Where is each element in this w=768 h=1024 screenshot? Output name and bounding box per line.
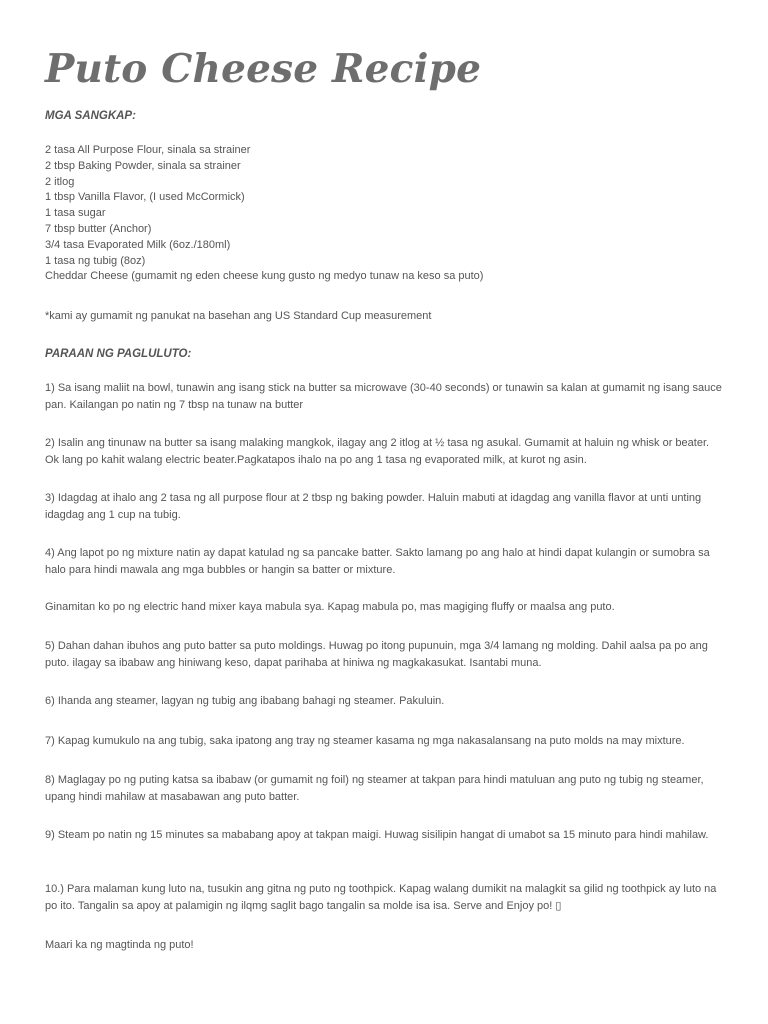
ingredient-item: 1 tbsp Vanilla Flavor, (I used McCormick) bbox=[45, 191, 245, 204]
ingredient-item: 2 tbsp Baking Powder, sinala sa strainer bbox=[45, 159, 241, 172]
step-1: 1) Sa isang maliit na bowl, tunawin ang isang stick na butter sa microwave (30-40 seconds) or tunawin sa kalan at gumamit ng isang sauce pan. Kailangan po natin ng 7 tbsp na tunaw na butter bbox=[45, 382, 722, 411]
ingredient-item: 7 tbsp butter (Anchor) bbox=[45, 222, 152, 235]
ingredient-item: 3/4 tasa Evaporated Milk (6oz./180ml) bbox=[45, 238, 231, 251]
step-7: 7) Kapag kumukulo na ang tubig, saka ipatong ang tray ng steamer kasama ng mga nakasalansang na puto molds na may mixture. bbox=[45, 735, 685, 747]
step-10: 10.) Para malaman kung luto na, tusukin ang gitna ng puto ng toothpick. Kapag walang dumikit na malagkit sa gilid ng toothpick ay luto na po ito. Tangalin sa apoy at palamigin ng ilqmg saglit bago tangalin sa molde isa isa. Serve and Enjoy po! ▯ bbox=[45, 883, 717, 912]
ingredients-list bbox=[45, 143, 483, 285]
ingredient-item: 2 tasa All Purpose Flour, sinala sa strainer bbox=[45, 144, 251, 156]
step-9: 9) Steam po natin ng 15 minutes sa mababang apoy at takpan maigi. Huwag sisilipin hangat di umabot sa 15 minuto para hindi mahilaw. bbox=[45, 829, 709, 841]
step-2: 2) Isalin ang tinunaw na butter sa isang malaking mangkok, ilagay ang 2 itlog at ½ tasa ng asukal. Gumamit at haluin ng whisk or beater. Ok lang po kahit walang electric beater.Pagkatapos ihalo na po ang 1 tasa ng evaporated milk, at kurot ng asin. bbox=[45, 437, 710, 466]
mixer-note: Ginamitan ko po ng electric hand mixer kaya mabula sya. Kapag mabula po, mas magiging fluffy or maalsa ang puto. bbox=[45, 601, 615, 613]
step-4: 4) Ang lapot po ng mixture natin ay dapat katulad ng sa pancake batter. Sakto lamang po ang halo at hindi dapat kulangin or sumobra sa halo para hindi mawala ang mga bubbles or hangin sa batter or mixture. bbox=[45, 547, 710, 576]
ingredient-item: 1 tasa sugar bbox=[45, 207, 106, 220]
ingredient-item: 1 tasa ng tubig (8oz) bbox=[45, 254, 146, 267]
step-3: 3) Idagdag at ihalo ang 2 tasa ng all purpose flour at 2 tbsp ng baking powder. Haluin mabuti at idagdag ang vanilla flavor at unti unting idagdag ang 1 cup na tubig. bbox=[45, 492, 702, 521]
procedure-heading: PARAAN NG PAGLULUTO: bbox=[45, 348, 192, 360]
step-5: 5) Dahan dahan ibuhos ang puto batter sa puto moldings. Huwag po itong pupunuin, mga 3/4 lamang ng molding. Dahil aalsa pa po ang puto. ilagay sa ibabaw ang hiniwang keso, dapat parihaba at hiniwa ng magkakasukat. Isantabi muna. bbox=[45, 640, 708, 669]
ingredient-item: Cheddar Cheese (gumamit ng eden cheese kung gusto ng medyo tunaw na keso sa puto) bbox=[45, 270, 484, 283]
page-title: Puto Cheese Recipe bbox=[45, 46, 482, 92]
ingredients-heading: MGA SANGKAP: bbox=[45, 110, 136, 122]
step-6: 6) Ihanda ang steamer, lagyan ng tubig ang ibabang bahagi ng steamer. Pakuluin. bbox=[45, 695, 445, 707]
ingredient-item: 2 itlog bbox=[45, 175, 75, 188]
measurement-note: *kami ay gumamit ng panukat na basehan ang US Standard Cup measurement bbox=[45, 310, 432, 322]
step-8: 8) Maglagay po ng puting katsa sa ibabaw (or gumamit ng foil) ng steamer at takpan para hindi matuluan ang puto ng tubig ng steamer, upang hindi mahilaw at masabawan ang puto batter. bbox=[45, 774, 704, 803]
closing-note: Maari ka ng magtinda ng puto! bbox=[45, 939, 194, 951]
